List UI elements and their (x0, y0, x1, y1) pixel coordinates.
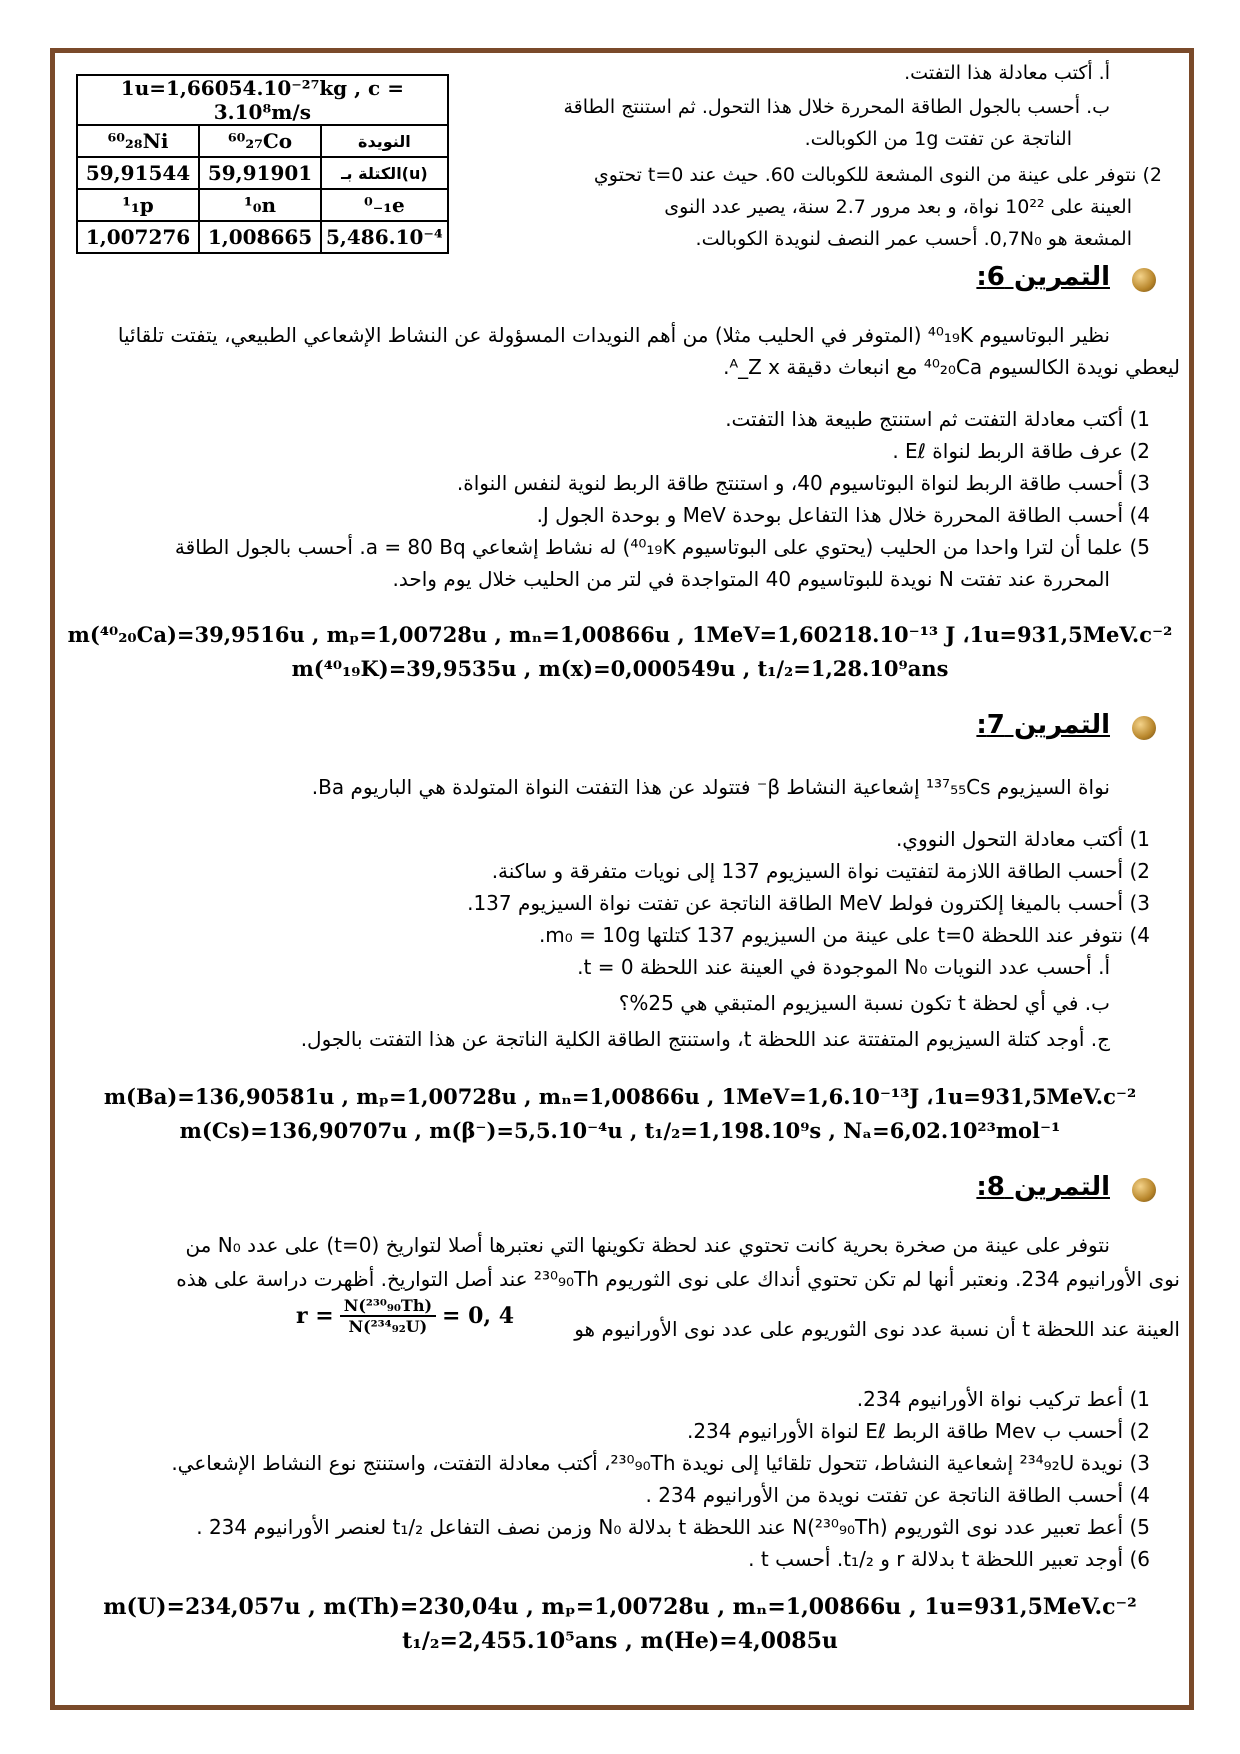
table-header: 1u=1,66054.10⁻²⁷kg , c = 3.10⁸m/s (77, 75, 448, 125)
table-cell: ⁶⁰₂₈Ni (77, 125, 199, 157)
ex5-q2-line2: العينة على 10²² نواة، و بعد مرور 2.7 سنة، يصير عدد النوى (664, 196, 1132, 218)
ex7-part-b: ب. في أي لحظة t تكون نسبة السيزيوم المتبقي هي 25%؟ (618, 991, 1110, 1015)
ratio-lhs: r = (296, 1303, 334, 1329)
bullet-icon (1132, 1178, 1156, 1202)
table-cell: ⁶⁰₂₇Co (199, 125, 321, 157)
bullet-icon (1132, 268, 1156, 292)
ex8-intro-line3: العينة عند اللحظة t أن نسبة عدد نوى الثوريوم على عدد نوى الأورانيوم هو (574, 1317, 1180, 1341)
ex8-q1: 1) أعط تركيب نواة الأورانيوم 234. (856, 1387, 1150, 1411)
ex5-q2-line3: المشعة هو 0,7N₀. أحسب عمر النصف لنويدة الكوبالت. (695, 228, 1132, 250)
ex6-intro-line2: ليعطي نويدة الكالسيوم ⁴⁰₂₀Ca مع انبعاث دقيقة ᴬ_Z x. (723, 355, 1180, 379)
ex7-title: التمرين 7: (976, 710, 1110, 740)
ex8-q3: 3) نويدة ²³⁴₉₂U إشعاعية النشاط، تتحول تلقائيا إلى نويدة ²³⁰₉₀Th، أكتب معادلة التفتت، واستنتج نوع النشاط الإشعاعي. (171, 1451, 1150, 1475)
table-cell: 5,486.10⁻⁴ (321, 221, 448, 253)
ex6-q1: 1) أكتب معادلة التفتت ثم استنتج طبيعة هذا التفتت. (725, 407, 1150, 431)
ratio-formula (296, 1296, 514, 1336)
table-cell: النويدة (321, 125, 448, 157)
ex6-q5-line2: المحررة عند تفتت N نويدة للبوتاسيوم 40 المتواجدة في لتر من الحليب خلال يوم واحد. (392, 567, 1110, 591)
ex7-data-line2: m(Cs)=136,90707u , m(β⁻)=5,5.10⁻⁴u , t₁/₂=1,198.10⁹s , Nₐ=6,02.10²³mol⁻¹ (179, 1118, 1061, 1143)
ex8-data-line1: m(U)=234,057u , m(Th)=230,04u , mₚ=1,00728u , mₙ=1,00866u , 1u=931,5MeV.c⁻² (103, 1594, 1137, 1620)
ex7-q3: 3) أحسب بالميغا إلكترون فولط MeV الطاقة الناتجة عن تفتت نواة السيزيوم 137. (467, 891, 1150, 915)
bullet-icon (1132, 716, 1156, 740)
ex8-q5: 5) أعط تعبير عدد نوى الثوريوم N(²³⁰₉₀Th) عند اللحظة t بدلالة N₀ وزمن نصف التفاعل t₁/₂ لعنصر الأورانيوم 234 . (196, 1515, 1150, 1539)
ex8-q2: 2) أحسب ب Mev طاقة الربط Eℓ لنواة الأورانيوم 234. (686, 1419, 1150, 1443)
ex7-q1: 1) أكتب معادلة التحول النووي. (895, 827, 1150, 851)
ex7-part-c: ج. أوجد كتلة السيزيوم المتفتتة عند اللحظة t، واستنتج الطاقة الكلية الناتجة عن هذا التفتت بالجول. (300, 1027, 1110, 1051)
ratio-fraction (340, 1296, 436, 1336)
table-cell: الكتلة بـ(u) (321, 157, 448, 189)
ex6-q3: 3) أحسب طاقة الربط لنواة البوتاسيوم 40، و استنتج طاقة الربط لنوية لنفس النواة. (456, 471, 1150, 495)
ex6-q2: 2) عرف طاقة الربط لنواة Eℓ . (892, 439, 1150, 463)
ex5-q2-line1: 2) نتوفر على عينة من النوى المشعة للكوبالت 60. حيث عند t=0 تحتوي (593, 164, 1162, 186)
ex6-q5-line1: 5) علما أن لترا واحدا من الحليب (يحتوي على البوتاسيوم ⁴⁰₁₉K) له نشاط إشعاعي a = 80 Bq. أحسب بالجول الطاقة (174, 535, 1150, 559)
ex6-data-line1: m(⁴⁰₂₀Ca)=39,9516u , mₚ=1,00728u , mₙ=1,00866u , 1MeV=1,60218.10⁻¹³ J ،1u=931,5MeV.c⁻² (67, 622, 1173, 647)
ex7-q4: 4) نتوفر عند اللحظة t=0 على عينة من السيزيوم 137 كتلتها m₀ = 10g. (538, 923, 1150, 947)
table-cell: ¹₀n (199, 189, 321, 221)
ex6-title: التمرين 6: (976, 262, 1110, 292)
ratio-value: = 0, 4 (442, 1303, 515, 1329)
ex8-data-line2: t₁/₂=2,455.10⁵ans , m(He)=4,0085u (402, 1628, 838, 1654)
ratio-denominator: N(²³⁴₉₂U) (348, 1317, 428, 1336)
ex7-q2: 2) أحسب الطاقة اللازمة لتفتيت نواة السيزيوم 137 إلى نويات متفرقة و ساكنة. (491, 859, 1150, 883)
ex5-part-b-line1: ب. أحسب بالجول الطاقة المحررة خلال هذا التحول. ثم استنتج الطاقة (563, 96, 1110, 118)
table-cell: 59,91901 (199, 157, 321, 189)
ex8-q6: 6) أوجد تعبير اللحظة t بدلالة r و t₁/₂. أحسب t . (748, 1547, 1150, 1571)
ex7-intro: نواة السيزيوم ¹³⁷₅₅Cs إشعاعية النشاط β⁻ فتتولد عن هذا التفتت النواة المتولدة هي الباريوم Ba. (311, 775, 1110, 799)
ex8-intro-line1: نتوفر على عينة من صخرة بحرية كانت تحتوي عند لحظة تكوينها التي نعتبرها أصلا لتواريخ (t=0) على عدد N₀ من (185, 1233, 1110, 1257)
ex6-q4: 4) أحسب الطاقة المحررة خلال هذا التفاعل بوحدة MeV و بوحدة الجول J. (536, 503, 1150, 527)
constants-table (76, 74, 449, 254)
ex6-data-line2: m(⁴⁰₁₉K)=39,9535u , m(x)=0,000549u , t₁/₂=1,28.10⁹ans (291, 656, 949, 681)
ex7-part-a: أ. أحسب عدد النويات N₀ الموجودة في العينة عند اللحظة t = 0. (577, 955, 1110, 979)
ex8-intro-line2: نوى الأورانيوم 234. ونعتبر أنها لم تكن تحتوي أنداك على نوى الثوريوم ²³⁰₉₀Th عند أصل التواريخ. أظهرت دراسة على هذه (176, 1267, 1180, 1291)
ex5-part-a: أ. أكتب معادلة هذا التفتت. (904, 62, 1110, 84)
table-cell: 59,91544 (77, 157, 199, 189)
ex8-title: التمرين 8: (976, 1172, 1110, 1202)
table-cell: ⁰₋₁e (321, 189, 448, 221)
ex6-intro-line1: نظير البوتاسيوم ⁴⁰₁₉K (المتوفر في الحليب مثلا) من أهم النويدات المسؤولة عن النشاط الإشعاعي الطبيعي، يتفتت تلقائيا (117, 323, 1110, 347)
ex7-data-line1: m(Ba)=136,90581u , mₚ=1,00728u , mₙ=1,00866u , 1MeV=1,6.10⁻¹³J ،1u=931,5MeV.c⁻² (103, 1084, 1137, 1109)
ex8-q4: 4) أحسب الطاقة الناتجة عن تفتت نويدة من الأورانيوم 234 . (645, 1483, 1150, 1507)
ratio-numerator: N(²³⁰₉₀Th) (340, 1296, 436, 1317)
ex5-part-b-line2: الناتجة عن تفتت 1g من الكوبالت. (804, 128, 1072, 150)
table-cell: 1,007276 (77, 221, 199, 253)
table-cell: ¹₁p (77, 189, 199, 221)
table-cell: 1,008665 (199, 221, 321, 253)
